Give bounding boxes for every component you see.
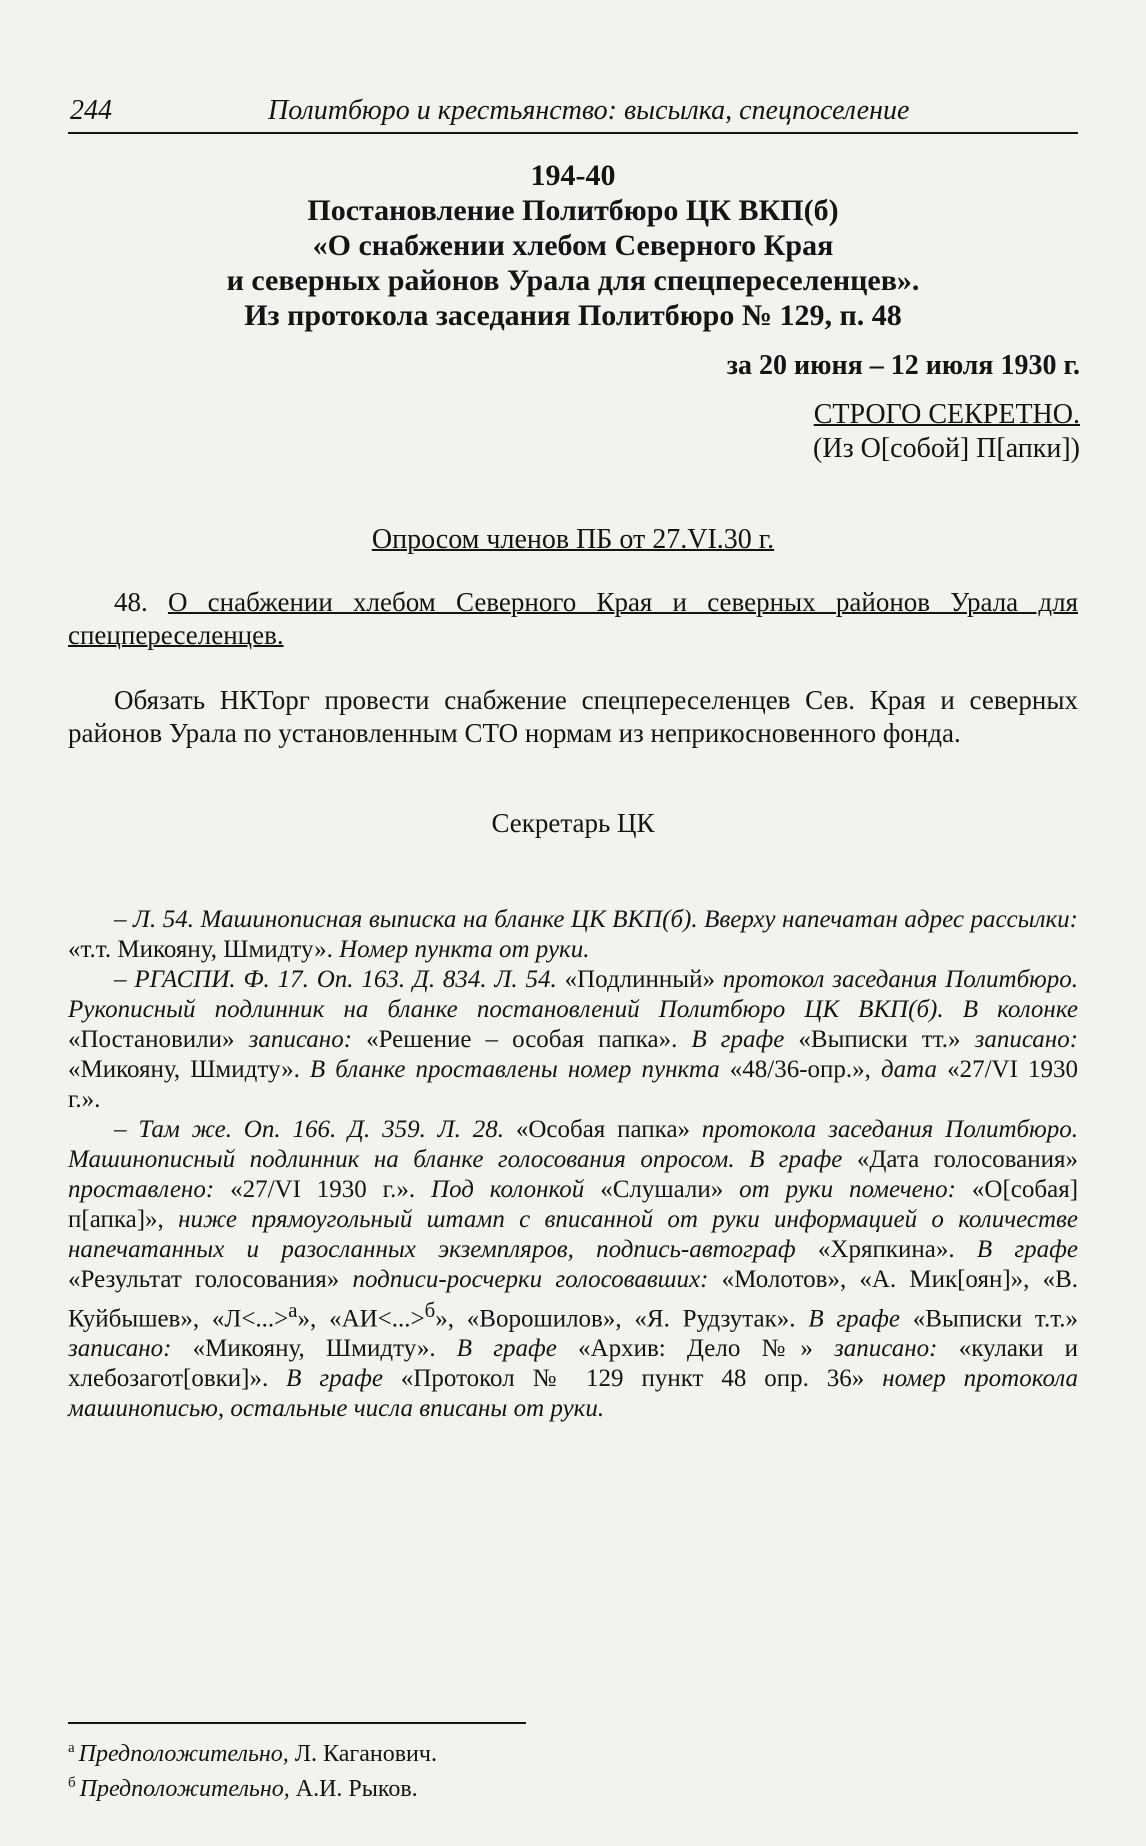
running-header	[68, 94, 1078, 134]
document-title-line: Из протокола заседания Политбюро № 129, п. 48	[244, 299, 902, 332]
note-paragraph: – РГАСПИ. Ф. 17. Оп. 163. Д. 834. Л. 54. «Подлинный» протокол заседания Политбюро. Рукописный подлинник на бланке постановлений Политбюро ЦК ВКП(б). В колонке «Постановили» записано: «Решение – особая папка». В графе «Выписки тт.» записано: «Микояну, Шмидту». В бланке проставлены номер пункта «48/36-опр.», дата «27/VI 1930 г.».	[68, 966, 1079, 1113]
item-title: О снабжении хлебом Северного Края и северных районов Урала для спецпереселенцев.	[68, 587, 1078, 650]
poll-text: Опросом членов ПБ от 27.VI.30 г.	[371, 524, 775, 555]
item-number: 48.	[114, 587, 148, 617]
document-title-line: «О снабжении хлебом Северного Края	[312, 229, 834, 262]
footnote: $^а$ Предположительно, Л. Каганович.	[68, 1740, 437, 1767]
running-title: Политбюро и крестьянство: высылка, спецпоселение	[268, 95, 910, 126]
note-paragraph: – Л. 54. Машинописная выписка на бланке ЦК ВКП(б). Вверху напечатан адрес рассылки: «т.т. Микояну, Шмидту». Номер пункта от руки.	[68, 906, 1078, 963]
document-title-line: и северных районов Урала для спецпереселенцев».	[226, 264, 920, 297]
document-date: за 20 июня – 12 июля 1930 г.	[726, 350, 1080, 381]
document-title-line: Постановление Политбюро ЦК ВКП(б)	[307, 194, 839, 227]
document-heading	[68, 158, 1078, 333]
footnotes	[68, 1734, 1078, 1804]
footnote-divider	[68, 1722, 526, 1724]
secrecy-source: (Из О[собой] П[апки])	[813, 433, 1080, 464]
agenda-item	[68, 586, 1078, 652]
secrecy-mark: СТРОГО СЕКРЕТНО.	[813, 399, 1080, 430]
note-paragraph: – Там же. Оп. 166. Д. 359. Л. 28. «Особая папка» протокола заседания Политбюро. Машинописный подлинник на бланке голосования опросом. В графе «Дата голосования» проставлено: «27/VI 1930 г.». Под колонкой «Слушали» от руки помечено: «О[собая] п[апка]», ниже прямоугольный штамп с вписанной от руки информацией о количестве напечатанных и разосланных экземпляров, подпись-автограф «Хряпкина». В графе «Результат голосования» подписи-росчерки голосовавших: «Молотов», «А. Мик[оян]», «В. Куйбышев», «Л<...>$^а$», «АИ<...>$^б$», «Ворошилов», «Я. Рудзутак». В графе «Выписки т.т.» записано: «Микояну, Шмидту». В графе «Архив: Дело №» записано: «кулаки и хлебозагот[овки]». В графе «Протокол № 129 пункт 48 опр. 36» номер протокола машинописью, остальные числа вписаны от руки.	[68, 1116, 1079, 1423]
footnote: $^б$ Предположительно, А.И. Рыков.	[68, 1775, 418, 1802]
resolution-text: Обязать НКТорг провести снабжение спецпереселенцев Сев. Края и северных районов Урала по установленным СТО нормам из неприкосновенного фонда.	[68, 685, 1078, 748]
document-number: 194-40	[530, 159, 616, 192]
signature-line: Секретарь ЦК	[491, 808, 655, 838]
page-number: 244	[70, 95, 112, 126]
poll-line	[68, 524, 1078, 556]
secrecy-block	[813, 398, 1080, 466]
archival-notes	[68, 905, 1078, 1424]
